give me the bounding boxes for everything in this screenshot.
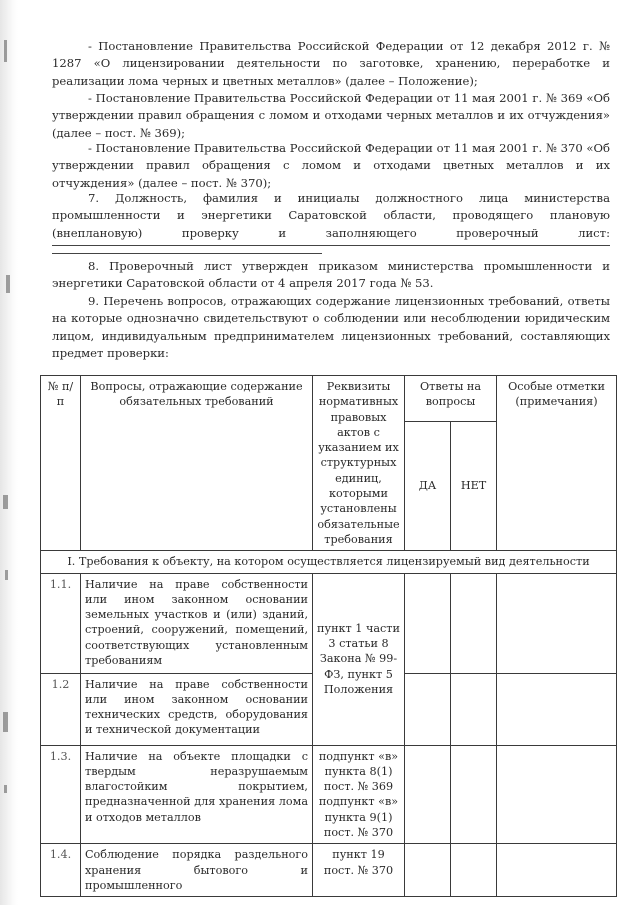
header-requisites: Реквизиты нормативных правовых актов с указанием их структурных единиц, которыми установлены обязательные требования [313,376,405,551]
answer-no-cell [451,673,497,745]
notes-cell [497,673,617,745]
scan-speck [4,785,7,793]
row-reference: пункт 19 пост. № 370 [313,844,405,897]
header-notes: Особые отметки (примечания) [497,376,617,551]
scan-speck [4,40,7,62]
row-reference-merged: пункт 1 части 3 статьи 8 Закона № 99-ФЗ, пункт 5 Положения [313,573,405,745]
paragraph-decree-1287: - Постановление Правительства Российской Федерации от 12 декабря 2012 г. № 1287 «О лицензировании деятельности по заготовке, хранению, переработке и реализации лома черных и цветных металлов» (далее – Положение); [52,39,610,88]
answer-yes-cell [405,844,451,897]
scan-speck [6,275,10,293]
paragraph-decree-369: - Постановление Правительства Российской Федерации от 11 мая 2001 г. № 369 «Об утверждении правил обращения с ломом и отходами черных металлов и их отчуждения» (далее – пост. № 369); [52,91,610,140]
paragraph-approval: 8. Проверочный лист утвержден приказом министерства промышленности и энергетики Саратовской области от 4 апреля 2017 года № 53. [52,259,610,291]
header-num: № п/п [41,376,81,551]
row-num: 1.1. [41,573,81,673]
scan-speck [3,495,8,509]
inspector-label: 7. Должность, фамилия и инициалы должностного лица министерства промышленности и энергетики Саратовской области, проводящего плановую (внеплановую) проверку и заполняющего проверочный лист: [52,191,610,240]
table-header-row [41,376,617,422]
scan-speck [5,570,8,580]
notes-cell [497,573,617,673]
header-questions: Вопросы, отражающие содержание обязательных требований [81,376,313,551]
paragraph-question-list: 9. Перечень вопросов, отражающих содержание лицензионных требований, ответы на которые однозначно свидетельствуют о соблюдении или несоблюдении юридическим лицом, индивидуальным предпринимателем лицензионных требований, составляющих предмет проверки: [52,294,610,360]
checklist-table [40,375,617,897]
row-num: 1.4. [41,844,81,897]
scan-speck [3,712,8,732]
answer-yes-cell [405,573,451,673]
header-yes: ДА [405,421,451,551]
answer-no-cell [451,573,497,673]
row-num: 1.2 [41,673,81,745]
notes-cell [497,745,617,844]
inspector-fill-line [52,242,322,254]
header-no: НЕТ [451,421,497,551]
separator-line [52,245,610,246]
section-title: I. Требования к объекту, на котором осуществляется лицензируемый вид деятельности [41,551,617,573]
row-question: Наличие на праве собственности или ином законном основании технических средств, оборудования и технической документации [81,673,313,745]
answer-no-cell [451,844,497,897]
paragraph-decree-370: - Постановление Правительства Российской Федерации от 11 мая 2001 г. № 370 «Об утверждении правил обращения с ломом и отходами цветных металлов и их отчуждения» (далее – пост. № 370); [52,141,610,190]
answer-no-cell [451,745,497,844]
row-question: Наличие на праве собственности или ином законном основании земельных участков и (или) зданий, строений, сооружений, помещений, соответствующих установленным требованиям [81,573,313,673]
row-question: Соблюдение порядка раздельного хранения бытового и промышленного [81,844,313,897]
scan-shadow [0,0,18,905]
table-row [41,573,617,673]
notes-cell [497,844,617,897]
section-row [41,551,617,573]
row-question: Наличие на объекте площадки с твердым неразрушаемым влагостойким покрытием, предназначенной для хранения лома и отходов металлов [81,745,313,844]
table-row [41,745,617,844]
answer-yes-cell [405,745,451,844]
row-num: 1.3. [41,745,81,844]
paragraph-inspector [52,190,610,259]
header-answers: Ответы на вопросы [405,376,497,422]
answer-yes-cell [405,673,451,745]
table-row [41,844,617,897]
row-reference: подпункт «в» пункта 8(1) пост. № 369 подпункт «в» пункта 9(1) пост. № 370 [313,745,405,844]
